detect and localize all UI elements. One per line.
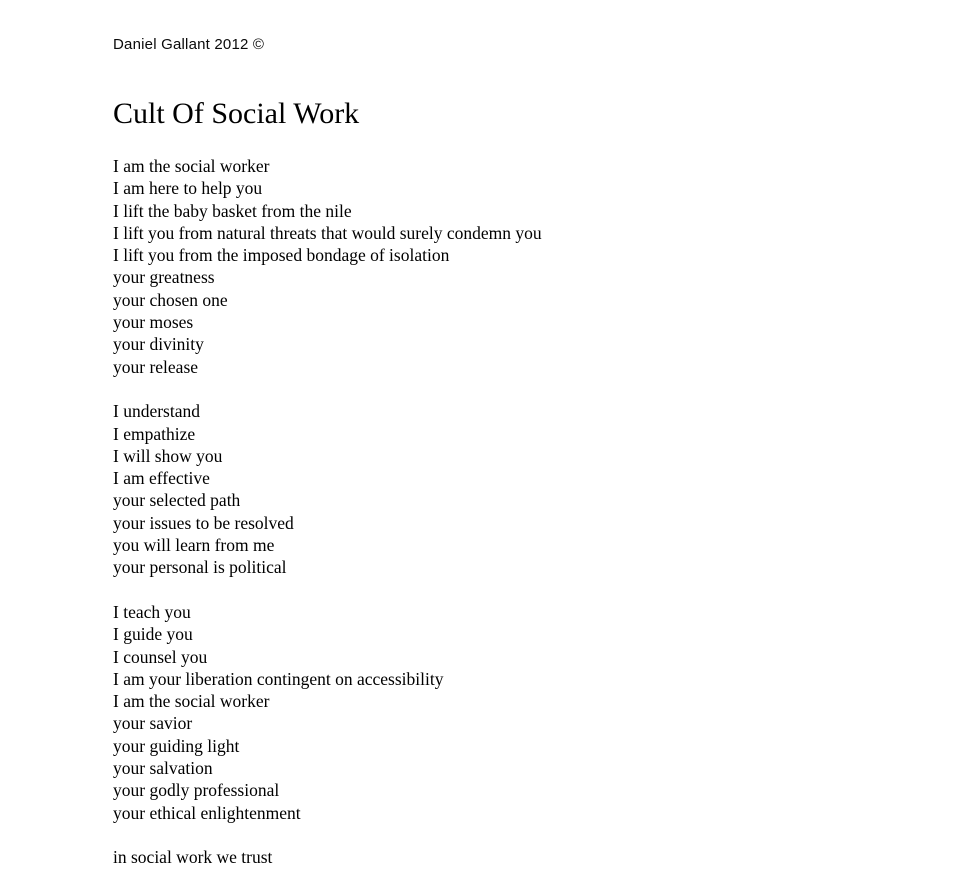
stanza <box>113 400 976 578</box>
poem-line: I guide you <box>113 624 193 645</box>
poem-line: I am the social worker <box>113 156 270 176</box>
poem-line: your savior <box>113 713 193 734</box>
poem-line: I lift the baby basket from the nile <box>113 200 352 221</box>
poem-line: your ethical enlightenment <box>113 802 301 823</box>
poem-line: I counsel you <box>113 646 208 667</box>
poem-line: I understand <box>113 401 200 422</box>
poem-line: I teach you <box>113 601 191 622</box>
poem-line: you will learn from me <box>113 535 275 556</box>
poem-line: I empathize <box>113 423 196 444</box>
poem-line: I am the social worker <box>113 691 270 712</box>
poem-line: I lift you from the imposed bondage of isolation <box>113 245 450 266</box>
poem-line: your guiding light <box>113 735 240 756</box>
poem-line: your chosen one <box>113 289 228 310</box>
poem-line: your moses <box>113 312 194 333</box>
poem-line: your divinity <box>113 334 204 355</box>
poem-line: I am your liberation contingent on accessibility <box>113 668 444 689</box>
poem-line: I am here to help you <box>113 178 263 199</box>
poem-line: in social work we trust <box>113 847 273 868</box>
poem-line: your selected path <box>113 490 241 511</box>
stanza <box>113 601 976 824</box>
author-byline: Daniel Gallant 2012 © <box>113 36 265 53</box>
poem-line: I am effective <box>113 468 210 489</box>
poem-line: your greatness <box>113 267 215 288</box>
poem-line: your godly professional <box>113 780 280 801</box>
poem-line: your issues to be resolved <box>113 512 294 533</box>
poem-line: your salvation <box>113 758 213 779</box>
stanza <box>113 846 976 868</box>
poem-line: your release <box>113 356 199 377</box>
poem-line: I will show you <box>113 445 223 466</box>
poem-line: I lift you from natural threats that would surely condemn you <box>113 222 542 243</box>
stanza <box>113 155 976 378</box>
page-title: Cult Of Social Work <box>113 97 360 130</box>
poem-body <box>113 155 976 869</box>
poem-line: your personal is political <box>113 557 287 578</box>
